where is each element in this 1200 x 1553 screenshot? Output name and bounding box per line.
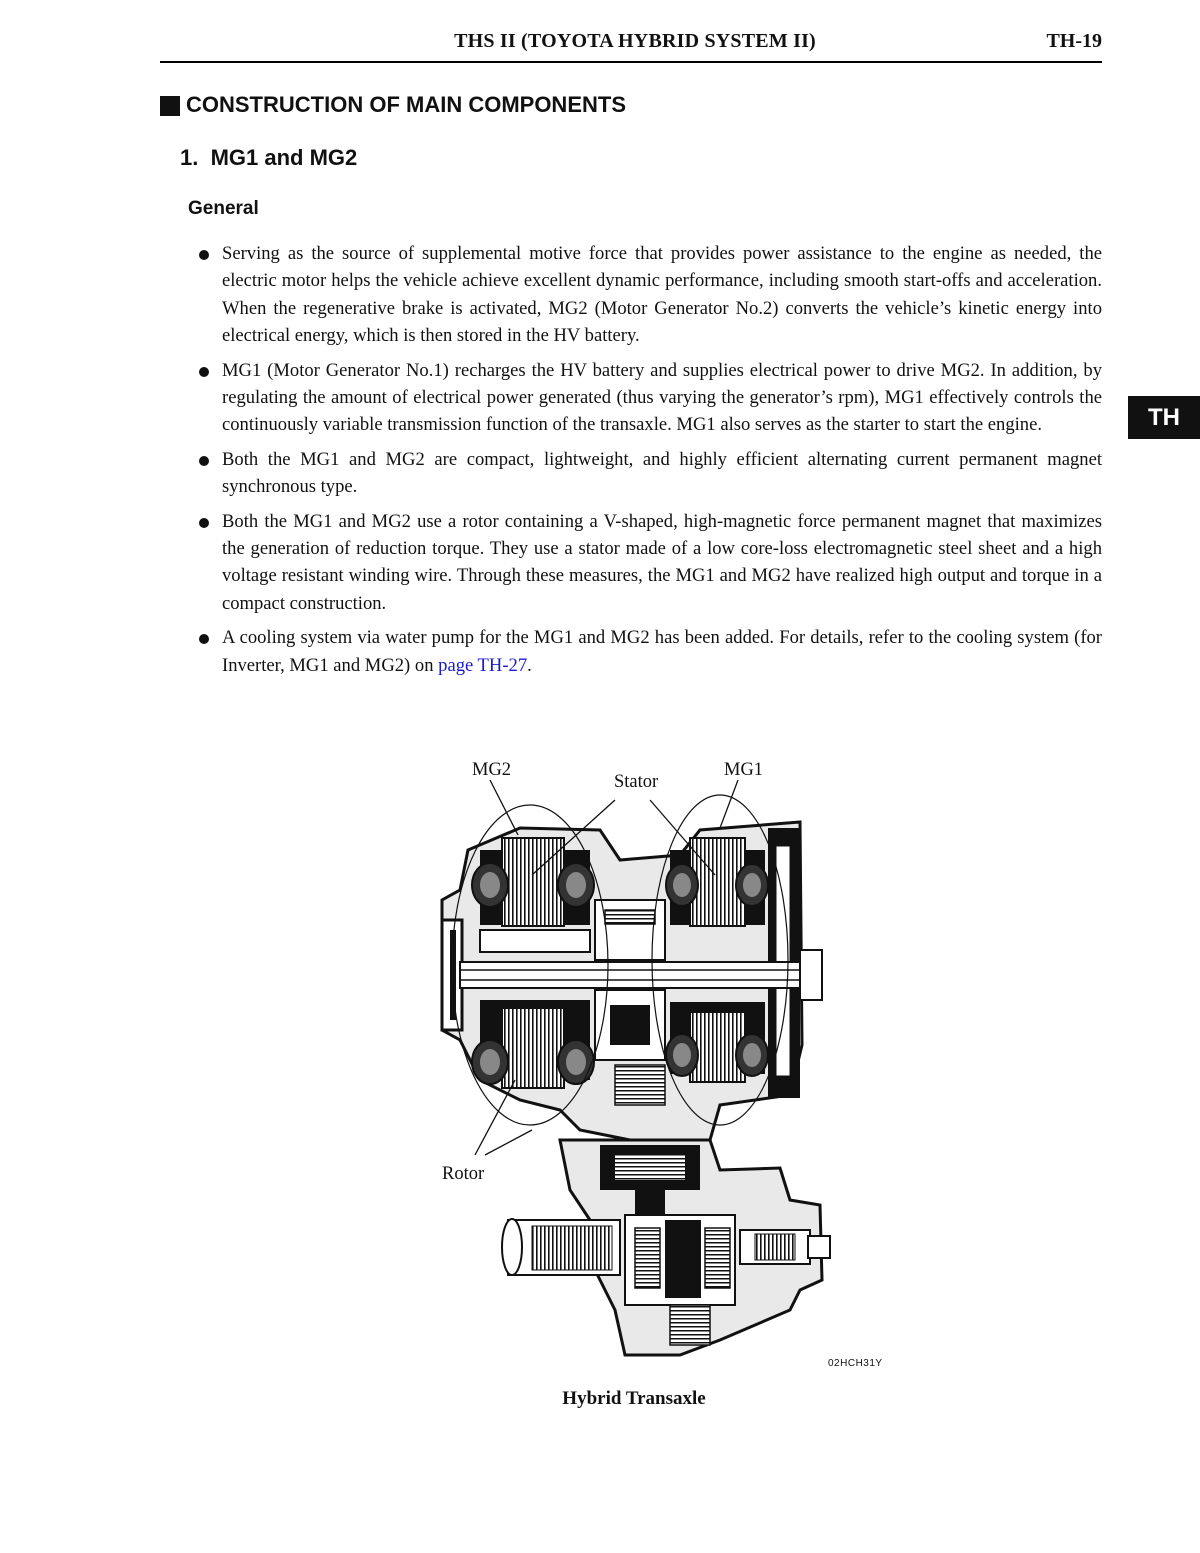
bullet-text: Both the MG1 and MG2 are compact, lightweight, and highly efficient alternating current permanent magnet synchronous type.: [222, 448, 1102, 498]
bullet-text: MG1 (Motor Generator No.1) recharges the HV battery and supplies electrical power to drive MG2. In addition, by regulating the amount of electrical power generated (thus varying the generator’s rpm), MG1 effectively controls the continuously variable transmission function of the transaxle. MG1 also serves as the starter to start the engine.: [222, 359, 1102, 436]
bullet-text: Both the MG1 and MG2 use a rotor containing a V-shaped, high-magnetic force permanent magnet that maximizes the generation of reduction torque. They use a stator made of a low core-loss electromagnetic steel sheet and a high voltage resistant winding wire. Through these measures, the MG1 and MG2 have realized high output and torque in a compact construction.: [222, 510, 1102, 614]
side-tab[interactable]: TH: [1128, 396, 1200, 439]
label-rotor: Rotor: [442, 1164, 485, 1184]
section-heading: [160, 92, 626, 118]
figure-caption: Hybrid Transaxle: [562, 1388, 706, 1409]
section-title: CONSTRUCTION OF MAIN COMPONENTS: [186, 92, 626, 117]
subsection-title: MG1 and MG2: [210, 145, 358, 170]
subsection-heading: [180, 145, 357, 171]
bullet-text: A cooling system via water pump for the MG1 and MG2 has been added. For details, refer to the cooling system (for Inverter, MG1 and MG2) on: [222, 627, 1102, 676]
header-page-number: TH-19: [1046, 30, 1102, 52]
bullet-item: [196, 446, 1102, 501]
figure-code: 02HCH31Y: [828, 1358, 883, 1369]
bullet-icon: [199, 367, 209, 377]
bullet-icon: [199, 250, 209, 260]
subsection-number: 1.: [180, 145, 199, 170]
label-stator: Stator: [614, 772, 659, 792]
bullet-item: [196, 357, 1102, 439]
bullet-item: [196, 240, 1102, 350]
bullet-item: [196, 508, 1102, 618]
header-rule: [160, 61, 1102, 63]
bullet-icon: [199, 634, 209, 644]
bullet-text: Serving as the source of supplemental motive force that provides power assistance to the engine as needed, the electric motor helps the vehicle achieve excellent dynamic performance, including smooth start-offs and acceleration. When the regenerative brake is activated, MG2 (Motor Generator No.2) converts the vehicle’s kinetic energy into electrical energy, which is then stored in the HV battery.: [222, 243, 1102, 347]
page-link[interactable]: page TH-27: [438, 654, 528, 676]
general-heading: General: [188, 198, 259, 219]
section-marker-icon: [160, 96, 180, 116]
header-title: THS II (TOYOTA HYBRID SYSTEM II): [454, 30, 816, 52]
hybrid-transaxle-drawing: [420, 750, 900, 1380]
bullet-item: [196, 624, 1102, 679]
hybrid-transaxle-figure: [420, 750, 900, 1380]
bullet-list: [196, 240, 1102, 686]
bullet-icon: [199, 518, 209, 528]
label-mg2: MG2: [472, 760, 512, 780]
bullet-text-end: .: [527, 654, 532, 676]
bullet-icon: [199, 456, 209, 466]
label-mg1: MG1: [724, 760, 764, 780]
